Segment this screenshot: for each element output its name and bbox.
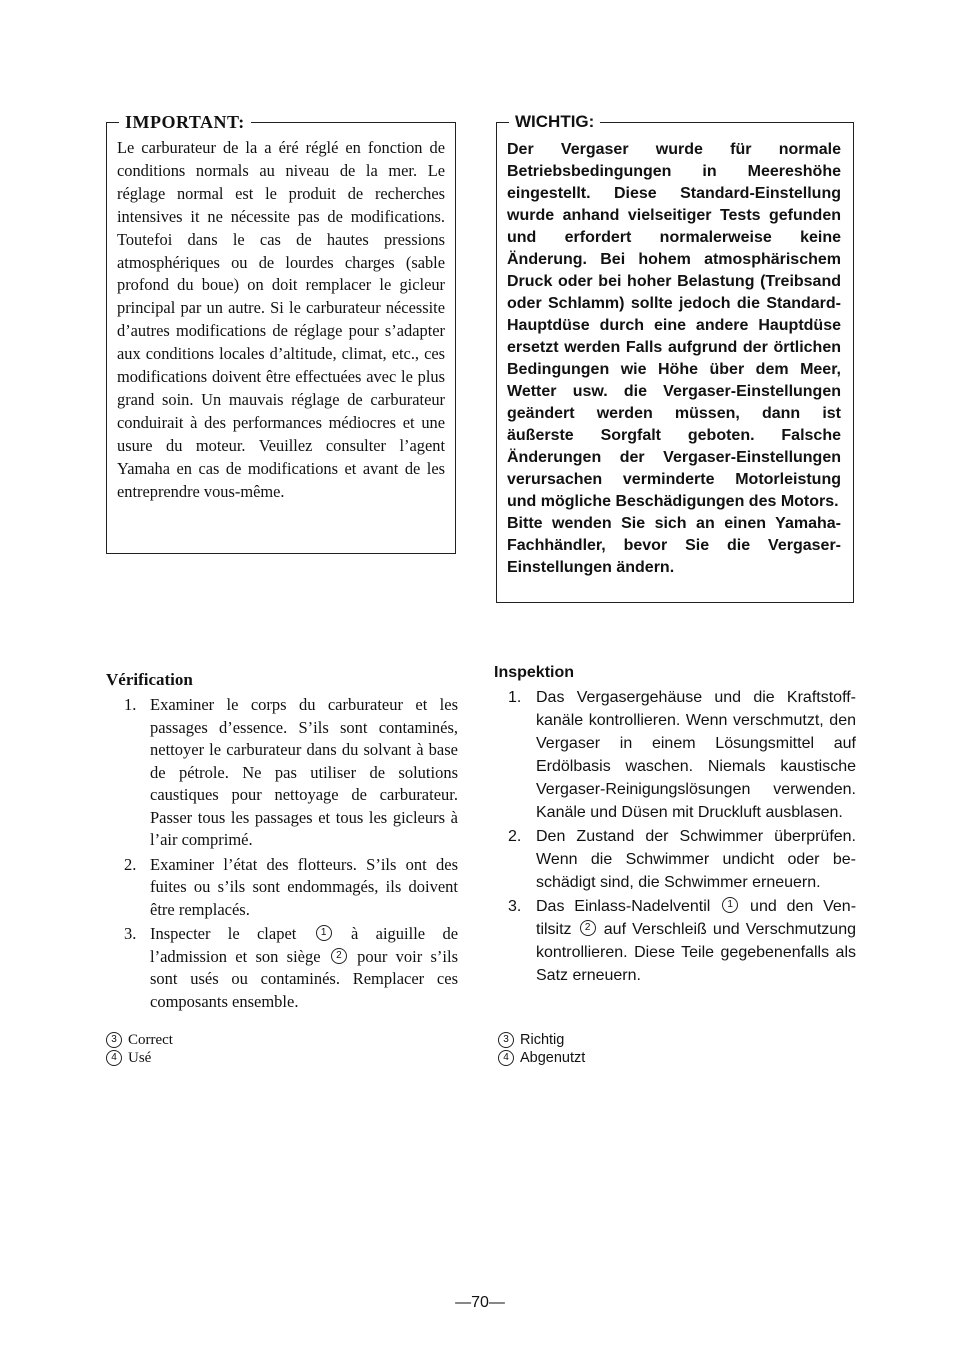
steps-list-de <box>494 686 856 987</box>
legend-fr <box>106 1031 173 1067</box>
important-text-fr: Le carburateur de la a éré réglé en fonction de conditions normals au niveau de la mer. Le réglage normal est le produit de recherches intensives it ne nécessite pas de modifications. Toutefoi dans le cas de hautes pressions atmosphériques ou de lourdes charges (sable profond du boue) on doit remplacer le gicleur principal par un autre. Si le carburateur nécessite d’autres modifications de réglage pour s’adapter aux conditions locales d’altitude, climat, etc., ces modifications doivent être effectuées avec le plus grand soin. Un mauvais réglage de carburateur conduirait à des performances médiocres et une usure du moteur. Veuillez consulter l’agent Yamaha en cas de modifications et avant de les entreprendre vous-même. <box>117 138 445 501</box>
important-body-fr <box>107 123 455 514</box>
important-text-de: Der Vergaser wurde für normale Betriebsbedingungen in Meereshöhe eingestellt. Diese Standard-Einstellung wurde anhand vielseitiger Tests gefunden und erfordert normalerweise keine Änderung. Bei hohem atmosphärischem Druck oder bei hoher Belastung (Treibsand oder Schlamm) sollte jedoch die Standard-Hauptdüse durch eine andere Hauptdüse ersetzt werden Falls aufgrund der örtlichen Bedingungen wie Höhe über dem Meer, Wetter usw. die Vergaser-Einstellungen geändert werden müssen, dann ist äußerste Sorgfalt geboten. Falsche Änderungen der Vergaser-Einstellungen verursachen verminderte Motorleistung und mögliche Beschädigungen des Motors. <box>507 141 841 510</box>
step-item-de-3 <box>494 895 856 987</box>
step-text: Examiner le corps du carburateur et les passages d’essence. S’ils sont contaminés, nettoyer le carburateur dans du solvant à base de pétrole. Ne pas utiliser de solutions caustiques pour nettoyage de carburateur. Passer tous les passages et tous les gicleurs à l’air comprimé. <box>150 695 458 849</box>
legend-label: Usé <box>128 1050 152 1066</box>
step-text-b: à aiguille de l’admission et son siège <box>150 924 459 966</box>
legend-item <box>106 1049 173 1067</box>
step-number: 1. <box>508 689 522 706</box>
step-text-a: Inspecter le clapet <box>150 924 297 943</box>
ref-circle-2: 2 <box>580 920 596 936</box>
ref-circle-3: 3 <box>498 1032 514 1048</box>
important-box-de <box>496 112 854 603</box>
step-text-c: pour voir s’ils sont usés ou contaminés. Remplacer ces composants ensemble. <box>150 946 459 1011</box>
step-number: 3. <box>508 898 522 915</box>
step-text: Examiner l’état des flotteurs. S’ils ont des fuites ou s’ils sont endommagés, ils doivent être remplacés. <box>150 854 458 919</box>
ref-circle-2: 2 <box>331 948 347 964</box>
inspection-section-de <box>494 664 856 988</box>
legend-label: Abgenutzt <box>520 1050 586 1066</box>
legend-de <box>498 1031 585 1067</box>
ref-circle-3: 3 <box>106 1032 122 1048</box>
step-text: Den Zustand der Schwimmer überprüfen. Wenn die Schwimmer undicht oder beschädigt sind, die Schwimmer erneuern. <box>536 828 856 891</box>
ref-circle-1: 1 <box>316 925 332 941</box>
steps-list-fr <box>106 694 458 1013</box>
step-text-a: Das Einlass-Nadelventil <box>536 898 711 915</box>
step-number: 2. <box>124 854 137 874</box>
ref-circle-4: 4 <box>498 1050 514 1066</box>
step-text-b: und den Ventilsitz <box>536 898 857 938</box>
ref-circle-1: 1 <box>722 897 738 913</box>
step-number: 1. <box>124 695 137 714</box>
ref-circle-4: 4 <box>106 1050 122 1066</box>
step-text-c: auf Verschleiß und Verschmutzung kontrollieren. Diese Teile gegebenenfalls als Satz erneuern. <box>536 921 856 984</box>
inspection-section-fr <box>106 670 458 1015</box>
step-item-de-1 <box>494 686 856 824</box>
important-title-fr: IMPORTANT: <box>119 111 251 133</box>
step-text: Das Vergasergehäuse und die Kraftstoffkanäle kontrollieren. Wenn verschmutzt, den Vergaser in einem Lösungsmittel auf Erdölbasis waschen. Niemals kaustische Vergaser-Reinigungslösungen verwenden. Kanäle und Düsen mit Druckluft ausblasen. <box>536 689 856 821</box>
step-number: 2. <box>508 828 522 845</box>
legend-label: Richtig <box>520 1032 565 1048</box>
important-text-de-2: Bitte wenden Sie sich an einen Yamaha-Fachhändler, bevor Sie die Vergaser-Einstellungen ändern. <box>507 515 841 576</box>
important-box-fr <box>106 112 456 554</box>
step-item-de-2 <box>494 825 856 894</box>
legend-item <box>498 1031 585 1049</box>
step-item-fr-2 <box>106 854 458 922</box>
section-title-fr: Vérification <box>106 670 193 689</box>
page-number: —70— <box>455 1294 505 1311</box>
step-number: 3. <box>124 924 137 943</box>
step-item-fr-3 <box>106 923 458 1013</box>
important-title-de: WICHTIG: <box>509 111 600 133</box>
legend-item <box>498 1049 585 1067</box>
legend-label: Correct <box>128 1032 173 1048</box>
important-body-de <box>497 123 853 589</box>
step-item-fr-1 <box>106 694 458 852</box>
section-title-de: Inspektion <box>494 664 575 681</box>
legend-item <box>106 1031 173 1049</box>
